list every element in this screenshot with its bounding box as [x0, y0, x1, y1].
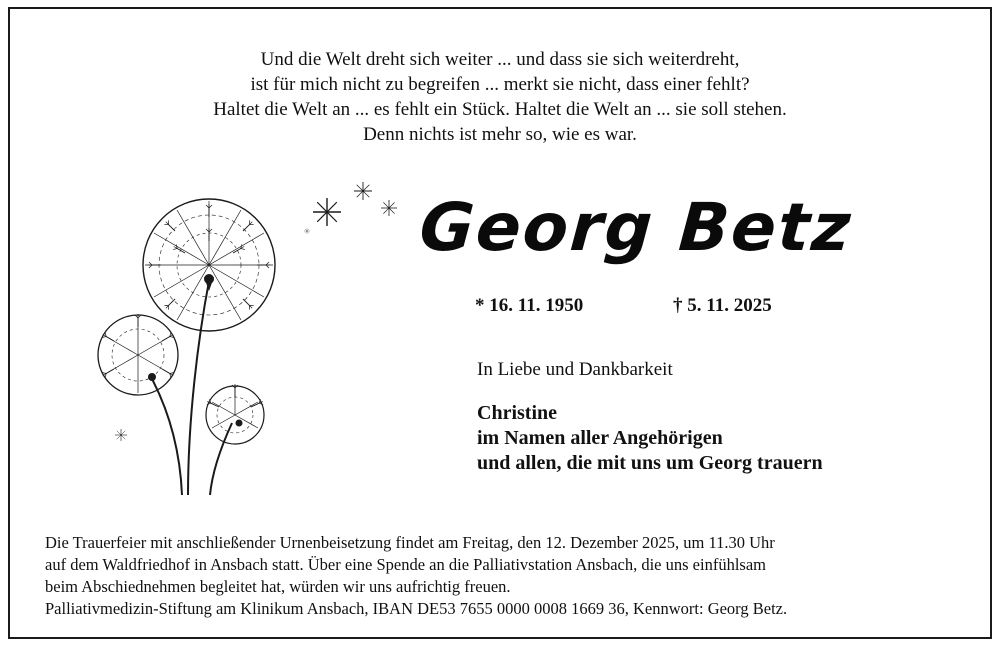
sparkle-icon — [354, 182, 372, 200]
mourner-line: und allen, die mit uns um Georg trauern — [477, 452, 823, 474]
details-line: Palliativmedizin-Stiftung am Klinikum Ansbach, IBAN DE53 7655 0000 0008 1669 36, Kennwort: Georg Betz. — [45, 599, 788, 618]
gratitude-line: In Liebe und Dankbarkeit — [477, 359, 673, 380]
deceased-name: Georg Betz — [417, 189, 855, 266]
funeral-details — [45, 532, 965, 620]
sparkle-icon — [381, 200, 397, 216]
mourners — [477, 401, 823, 476]
details-line: beim Abschiednehmen begleitet hat, würden wir uns aufrichtig freuen. — [45, 577, 511, 596]
poem-line: ist für mich nicht zu begreifen ... merkt sie nicht, dass einer fehlt? — [250, 74, 750, 95]
dandelion-medium — [98, 314, 178, 395]
mourner-line: Christine — [477, 402, 557, 424]
sparkle-icon — [304, 228, 310, 234]
details-line: Die Trauerfeier mit anschließender Urnenbeisetzung findet am Freitag, den 12. Dezember 2025, um 11.30 Uhr — [45, 533, 775, 552]
death-date: † 5. 11. 2025 — [673, 295, 772, 316]
details-line: auf dem Waldfriedhof in Ansbach statt. Über eine Spende an die Palliativstation Ansbach, die uns einfühlsam — [45, 555, 766, 574]
dandelion-large — [143, 199, 275, 331]
poem-line: Denn nichts ist mehr so, wie es war. — [363, 124, 637, 145]
sparkle-icon — [115, 429, 127, 441]
poem-line: Haltet die Welt an ... es fehlt ein Stück. Haltet die Welt an ... sie soll stehen. — [213, 99, 787, 120]
dandelion-small — [206, 384, 264, 444]
sparkle-icon — [313, 198, 341, 226]
obituary-notice — [8, 7, 992, 639]
poem-line: Und die Welt dreht sich weiter ... und dass sie sich weiterdreht, — [260, 49, 740, 70]
mourner-line: im Namen aller Angehörigen — [477, 427, 723, 449]
birth-date: * 16. 11. 1950 — [475, 295, 584, 316]
